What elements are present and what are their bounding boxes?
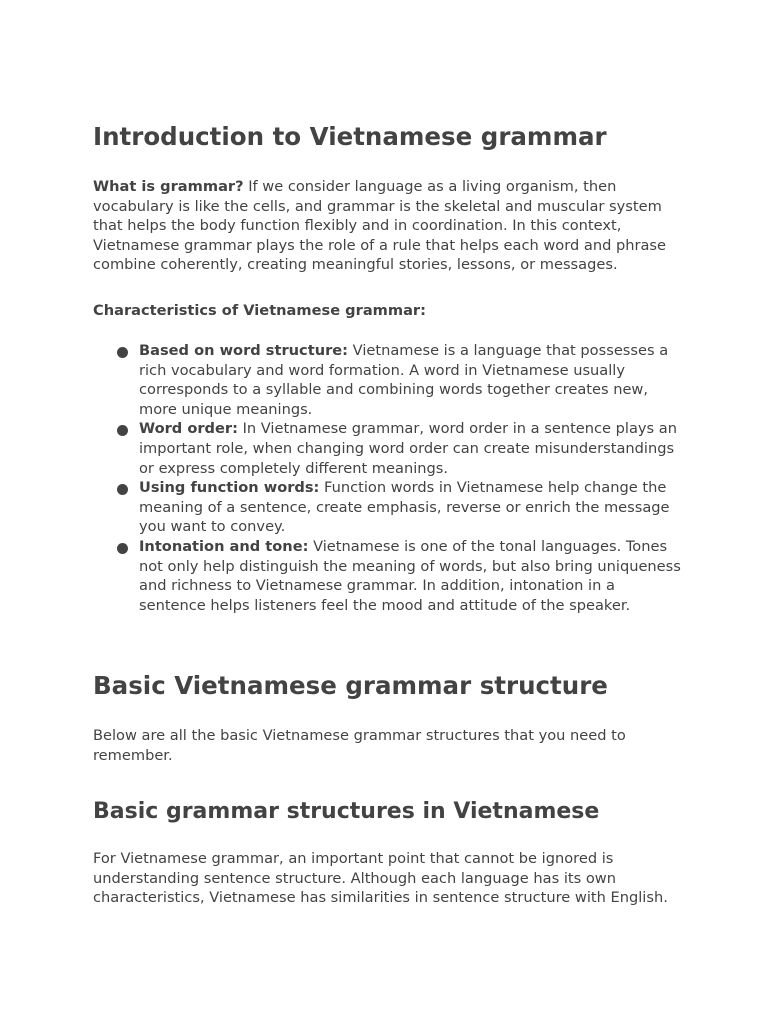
bullet-dot-icon <box>117 543 128 554</box>
characteristics-heading: Characteristics of Vietnamese grammar: <box>93 302 426 319</box>
list-item-label: Intonation and tone: <box>139 537 309 555</box>
list-item-label: Word order: <box>139 420 238 438</box>
what-is-grammar-label: What is grammar? <box>93 178 244 195</box>
list-item <box>93 341 683 419</box>
bullet-dot-icon <box>117 347 128 358</box>
list-item-label: Using function words: <box>139 479 320 497</box>
list-item-text: Vietnamese is a language that possesses a rich vocabulary and word formation. A word in Vietnamese usually corresponds to a syllable and combining words together creates new, more unique meanings. <box>139 342 669 418</box>
list-item-text: Vietnamese is one of the tonal languages. Tones not only help distinguish the meaning of words, but also bring uniqueness and richness to Vietnamese grammar. In addition, intonation in a sentence helps listeners feel the mood and attitude of the speaker. <box>139 537 681 614</box>
section-title-basic-structures-in: Basic grammar structures in Vietnamese <box>93 799 600 824</box>
section-title-introduction: Introduction to Vietnamese grammar <box>93 122 607 151</box>
list-item <box>93 478 683 537</box>
intro-paragraph <box>93 177 683 275</box>
section-title-basic-structure: Basic Vietnamese grammar structure <box>93 671 608 700</box>
characteristics-list <box>93 341 683 615</box>
basic-structure-paragraph: Below are all the basic Vietnamese grammar structures that you need to remember. <box>93 727 626 764</box>
list-item-text: Function words in Vietnamese help change the meaning of a sentence, create emphasis, reverse or enrich the message you want to convey. <box>139 479 670 536</box>
list-item <box>93 419 683 478</box>
basic-structures-in-paragraph: For Vietnamese grammar, an important point that cannot be ignored is understanding sentence structure. Although each language has its own characteristics, Vietnamese has similarities in sentence structure with English. <box>93 850 668 907</box>
list-item <box>93 537 683 615</box>
list-item-text: In Vietnamese grammar, word order in a sentence plays an important role, when changing word order can create misunderstandings or express completely different meanings. <box>139 420 677 477</box>
list-item-label: Based on word structure: <box>139 342 349 359</box>
bullet-dot-icon <box>117 484 128 495</box>
bullet-dot-icon <box>117 425 128 436</box>
what-is-grammar-text: If we consider language as a living organism, then vocabulary is like the cells, and grammar is the skeletal and muscular system that helps the body function flexibly and in coordination. In this context, Vietnamese grammar plays the role of a rule that helps each word and phrase combine coherently, creating meaningful stories, lessons, or messages. <box>93 178 667 274</box>
